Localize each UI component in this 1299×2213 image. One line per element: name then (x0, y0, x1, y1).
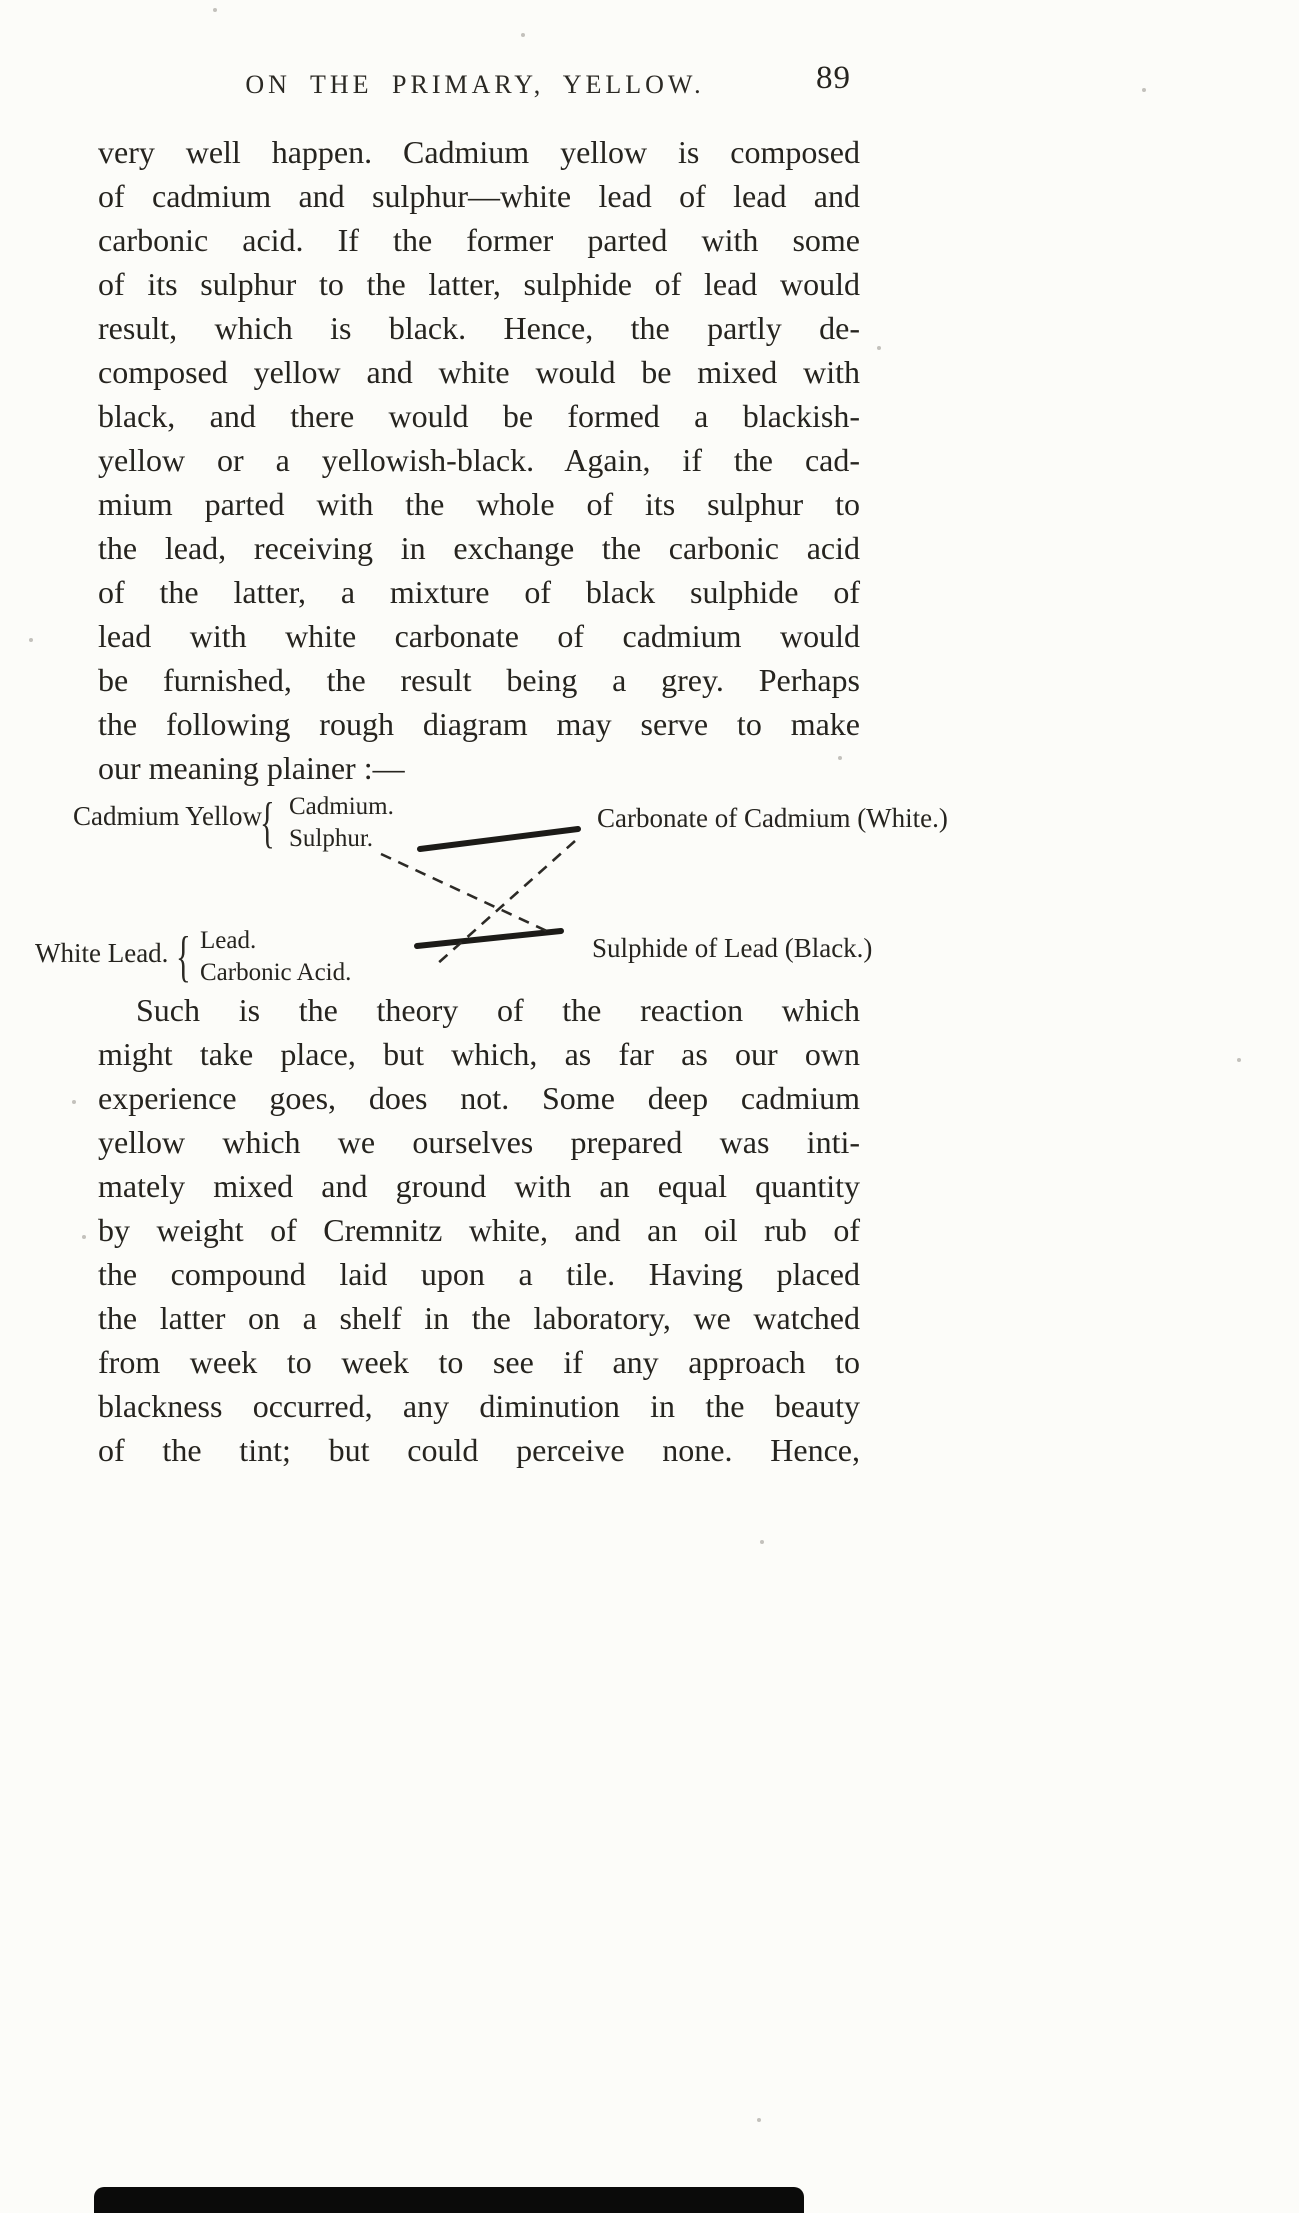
text-line: of cadmium and sulphur—white lead of lead and (98, 178, 860, 214)
solid-line-bottom (417, 931, 561, 946)
page-number: 89 (816, 60, 851, 96)
brace-icon: { (176, 926, 191, 988)
text-line: of the tint; but could perceive none. Hence, (98, 1432, 860, 1468)
dashed-cross-line-2 (436, 841, 575, 965)
text-line: the latter on a shelf in the laboratory, we watched (98, 1300, 860, 1336)
solid-line-top (420, 829, 578, 849)
scan-speck (1142, 88, 1146, 92)
text-line: yellow which we ourselves prepared was inti- (98, 1124, 860, 1160)
scan-speck (521, 33, 525, 37)
dashed-cross-line-1 (381, 854, 549, 932)
diagram-product-carbonate-of-cadmium: Carbonate of Cadmium (White.) (597, 803, 948, 833)
text-line: the following rough diagram may serve to make (98, 706, 860, 742)
text-line: of the latter, a mixture of black sulphide of (98, 574, 860, 610)
text-line: blackness occurred, any diminution in the beauty (98, 1388, 860, 1424)
diagram-product-sulphide-of-lead: Sulphide of Lead (Black.) (592, 933, 873, 963)
brace-icon: { (260, 792, 275, 854)
text-line: experience goes, does not. Some deep cadmium (98, 1080, 860, 1116)
running-header: ON THE PRIMARY, YELLOW. (245, 70, 705, 99)
text-line: mately mixed and ground with an equal quantity (98, 1168, 860, 1204)
scan-speck (757, 2118, 761, 2122)
text-line: be furnished, the result being a grey. Perhaps (98, 662, 860, 698)
diagram-label-white-lead: White Lead. (35, 938, 169, 968)
paragraph-1 (98, 130, 860, 790)
scan-speck (1237, 1058, 1241, 1062)
diagram-component: Sulphur. (289, 825, 374, 852)
text-line: of its sulphur to the latter, sulphide of lead would (98, 266, 860, 302)
text-line: black, and there would be formed a blackish- (98, 398, 860, 434)
scan-edge-bar (94, 2187, 804, 2213)
text-line: might take place, but which, as far as our own (98, 1036, 860, 1072)
text-line: the compound laid upon a tile. Having placed (98, 1256, 860, 1292)
scan-speck (760, 1540, 764, 1544)
scan-speck (82, 1235, 86, 1239)
text-line: carbonic acid. If the former parted with some (98, 222, 860, 258)
text-line: the lead, receiving in exchange the carbonic acid (98, 530, 860, 566)
text-line: very well happen. Cadmium yellow is composed (98, 134, 860, 170)
text-line: by weight of Cremnitz white, and an oil rub of (98, 1212, 860, 1248)
diagram-components-cadmium-yellow (289, 791, 394, 855)
scan-speck (838, 756, 842, 760)
text-line: mium parted with the whole of its sulphur to (98, 486, 860, 522)
diagram-component: Lead. (200, 927, 257, 954)
diagram-component: Carbonic Acid. (200, 959, 352, 986)
diagram-label-cadmium-yellow: Cadmium Yellow (73, 801, 263, 831)
paragraph-2 (98, 988, 860, 1472)
text-line: lead with white carbonate of cadmium would (98, 618, 860, 654)
scan-speck (213, 8, 217, 12)
text-line: from week to week to see if any approach to (98, 1344, 860, 1380)
scan-speck (877, 346, 881, 350)
text-line: yellow or a yellowish-black. Again, if the cad- (98, 442, 860, 478)
text-line: Such is the theory of the reaction which (136, 992, 860, 1028)
scan-speck (72, 1100, 76, 1104)
diagram-component: Cadmium. (289, 793, 394, 820)
text-line: our meaning plainer :— (98, 750, 405, 786)
diagram-components-white-lead (200, 925, 351, 989)
text-line: result, which is black. Hence, the partly de- (98, 310, 860, 346)
text-line: composed yellow and white would be mixed with (98, 354, 860, 390)
scan-speck (29, 638, 33, 642)
